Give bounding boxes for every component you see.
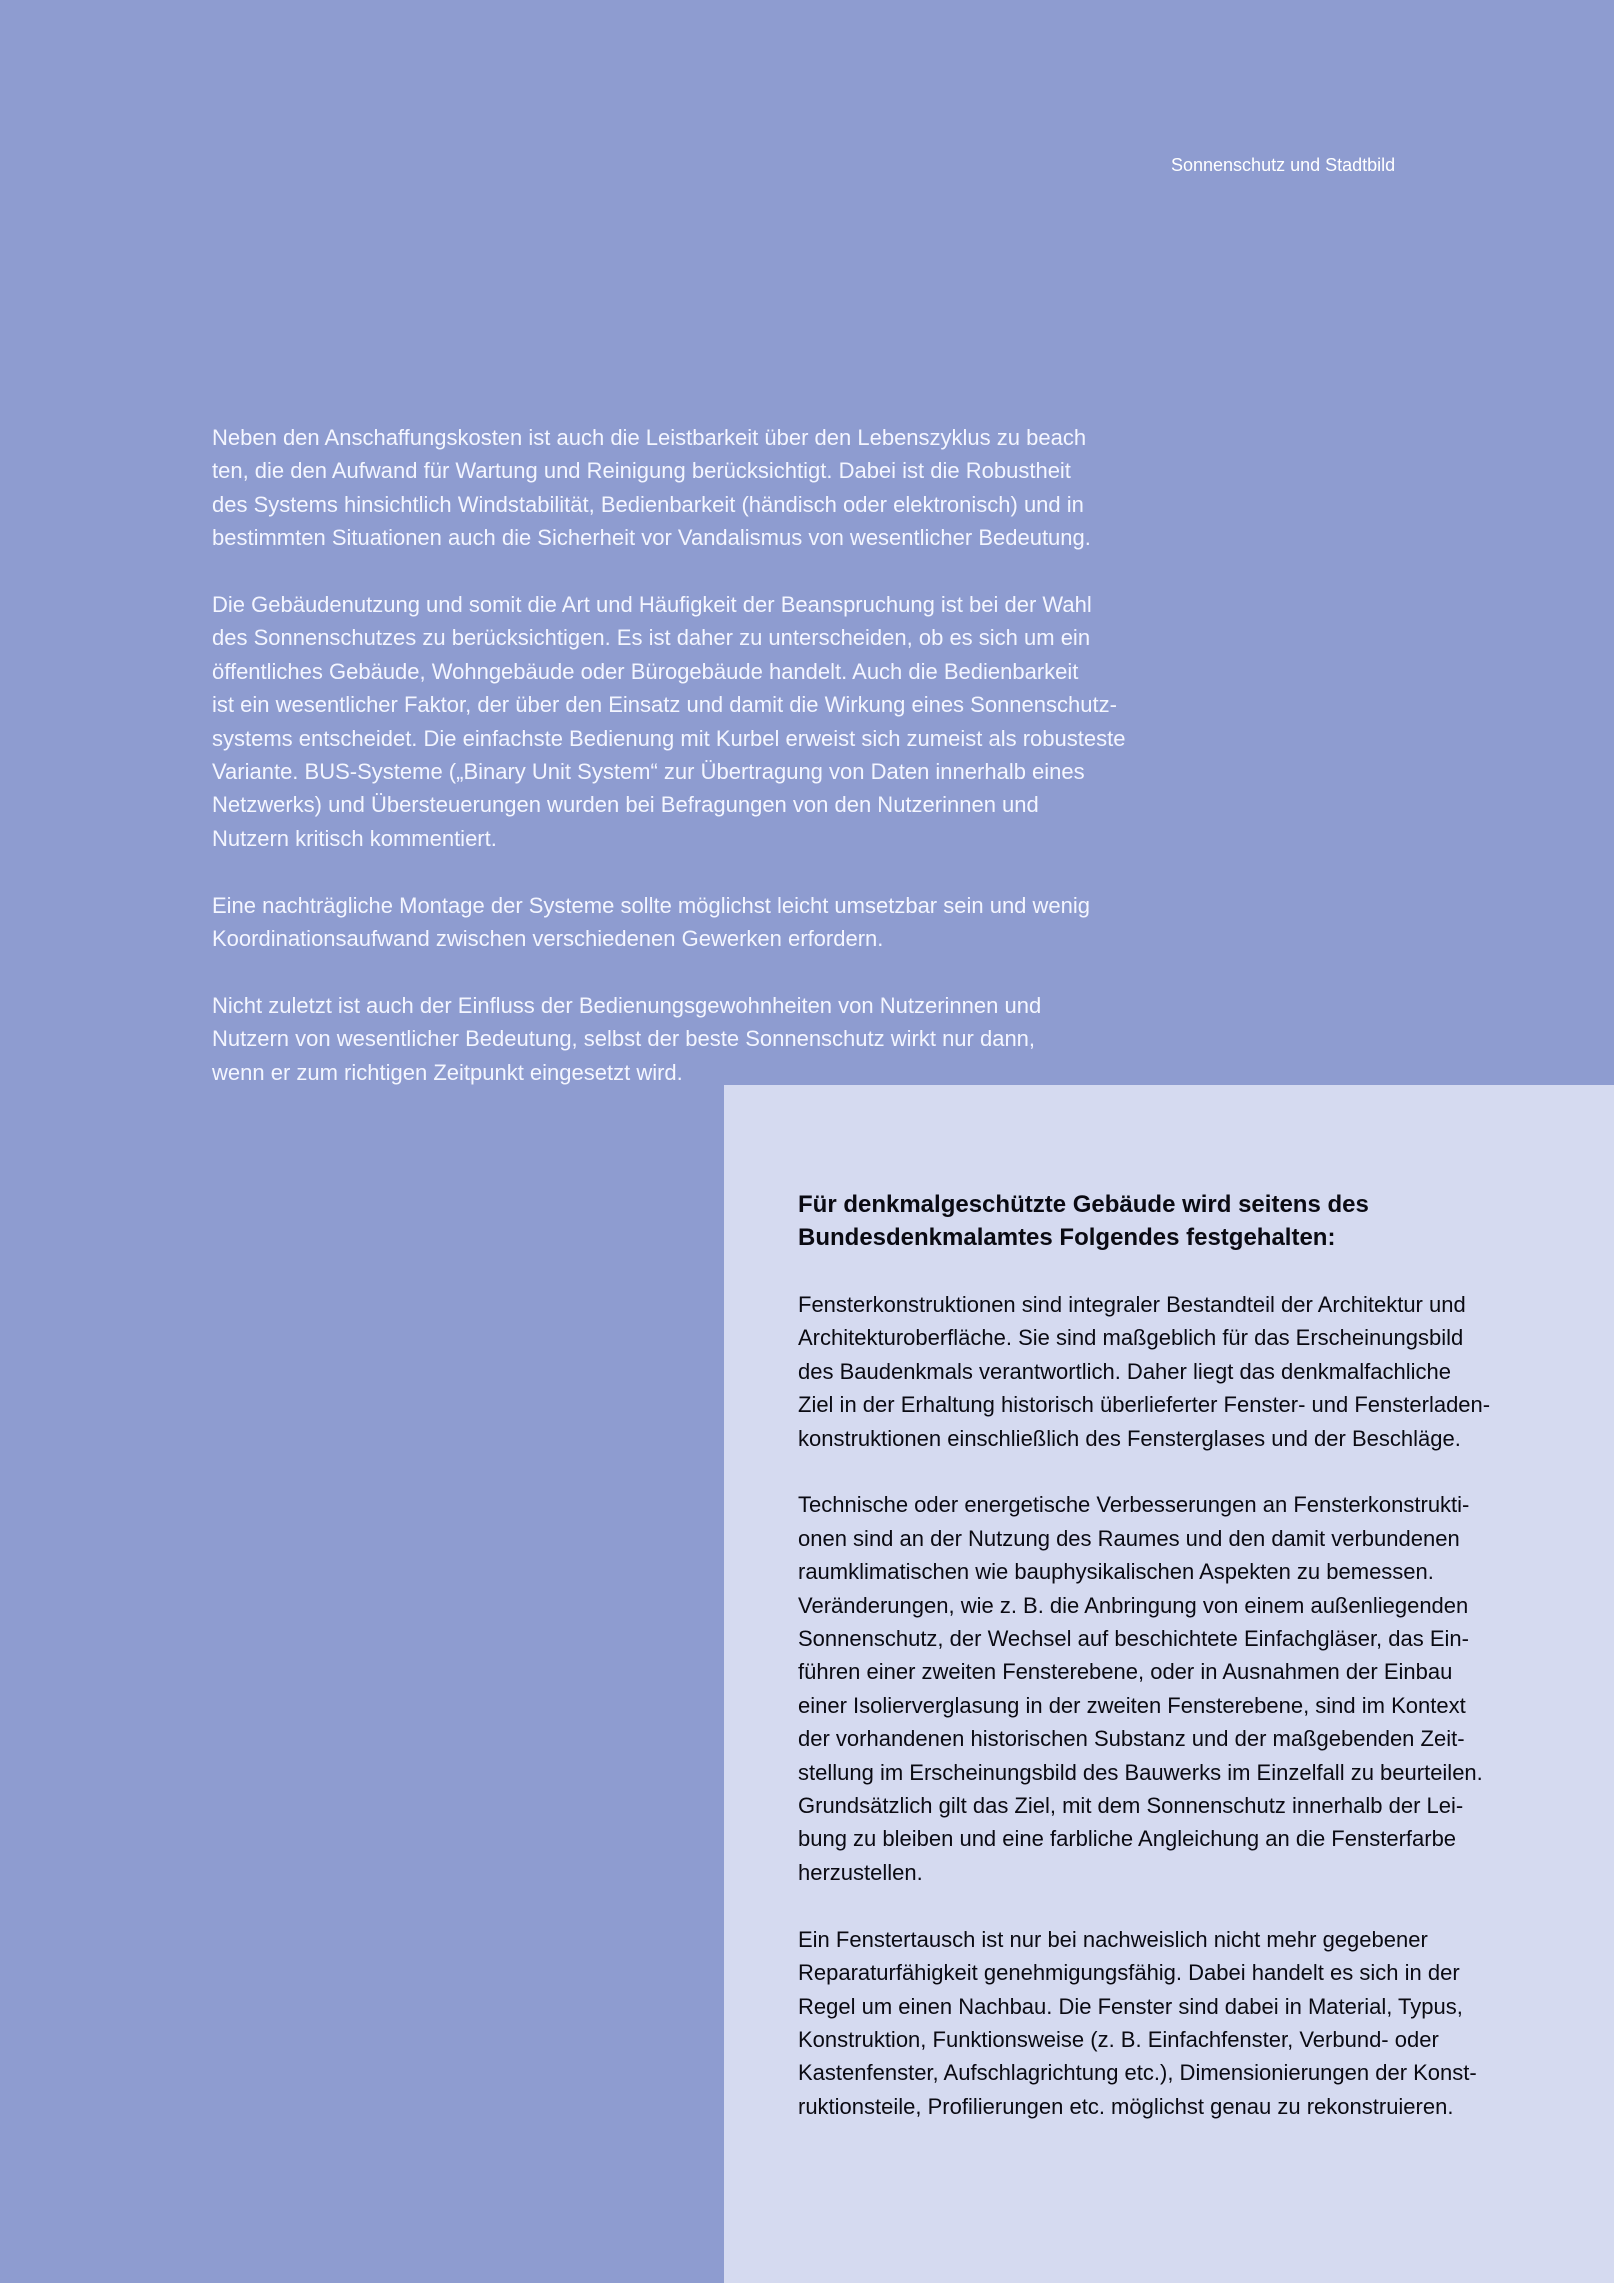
text-line: onen sind an der Nutzung des Raumes und den damit verbundenen [798, 1525, 1460, 1551]
text-line: Koordinationsaufwand zwischen verschiedenen Gewerken erfordern. [212, 926, 884, 952]
info-paragraph-3 [798, 1923, 1588, 2123]
text-line: Fensterkonstruktionen sind integraler Bestandteil der Architektur und [798, 1292, 1466, 1317]
info-box-body [798, 1288, 1588, 2123]
heritage-info-box [724, 1085, 1614, 2283]
text-line: Die Gebäudenutzung und somit die Art und Häufigkeit der Beanspruchung ist bei der Wahl [212, 592, 1092, 618]
text-line: Reparaturfähigkeit genehmigungsfähig. Dabei handelt es sich in der [798, 1960, 1460, 1986]
text-line: Ziel in der Erhaltung historisch überlieferter Fenster- und Fensterladen- [798, 1392, 1491, 1418]
text-line: Netzwerks) und Übersteuerungen wurden bei Befragungen von den Nutzerinnen und [212, 792, 1039, 818]
text-line: Grundsätzlich gilt das Ziel, mit dem Sonnenschutz innerhalb der Lei- [798, 1793, 1464, 1819]
text-line: Nutzern kritisch kommentiert. [212, 825, 497, 851]
text-line: ten, die den Aufwand für Wartung und Reinigung berücksichtigt. Dabei ist die Robustheit [212, 458, 1071, 484]
text-line: des Sonnenschutzes zu berücksichtigen. Es ist daher zu unterscheiden, ob es sich um ein [212, 625, 1091, 651]
text-line: einer Isolierverglasung in der zweiten Fensterebene, sind im Kontext [798, 1692, 1466, 1718]
text-line: systems entscheidet. Die einfachste Bedienung mit Kurbel erweist sich zumeist als robusteste [212, 725, 1126, 751]
heading-line: Für denkmalgeschützte Gebäude wird seitens des [798, 1191, 1369, 1218]
text-line: des Systems hinsichtlich Windstabilität, Bedienbarkeit (händisch oder elektronisch) und in [212, 491, 1084, 517]
text-line: Kastenfenster, Aufschlagrichtung etc.), Dimensionierungen der Konst- [798, 2060, 1477, 2086]
text-line: stellung im Erscheinungsbild des Bauwerks im Einzelfall zu beurteilen. [798, 1759, 1483, 1785]
text-line: Variante. BUS-Systeme („Binary Unit System“ zur Übertragung von Daten innerhalb eines [212, 759, 1085, 785]
text-line: Architekturoberfläche. Sie sind maßgeblich für das Erscheinungsbild [798, 1325, 1464, 1351]
main-paragraph-4 [212, 989, 1132, 1089]
info-paragraph-1 [798, 1288, 1588, 1455]
main-paragraph-2 [212, 588, 1132, 855]
info-paragraph-2 [798, 1488, 1588, 1889]
text-line: öffentliches Gebäude, Wohngebäude oder Bürogebäude handelt. Auch die Bedienbarkeit [212, 658, 1079, 684]
text-line: Neben den Anschaffungskosten ist auch die Leistbarkeit über den Lebenszyklus zu beach [212, 425, 1087, 450]
text-line: wenn er zum richtigen Zeitpunkt eingesetzt wird. [212, 1059, 683, 1085]
text-line: bestimmten Situationen auch die Sicherheit vor Vandalismus von wesentlicher Bedeutung. [212, 525, 1091, 551]
text-line: Eine nachträgliche Montage der Systeme sollte möglichst leicht umsetzbar sein und wenig [212, 892, 1091, 918]
text-line: ist ein wesentlicher Faktor, der über den Einsatz und damit die Wirkung eines Sonnenschutz- [212, 692, 1117, 718]
text-line: Regel um einen Nachbau. Die Fenster sind dabei in Material, Typus, [798, 1993, 1463, 2019]
main-paragraph-1 [212, 421, 1132, 555]
text-line: ruktionsteile, Profilierungen etc. möglichst genau zu rekonstruieren. [798, 2093, 1454, 2119]
text-line: Nicht zuletzt ist auch der Einfluss der Bedienungsgewohnheiten von Nutzerinnen und [212, 992, 1042, 1018]
heading-line: Bundesdenkmalamtes Folgendes festgehalten: [798, 1224, 1336, 1252]
text-line: der vorhandenen historischen Substanz und der maßgebenden Zeit- [798, 1726, 1465, 1752]
text-line: bung zu bleiben und eine farbliche Angleichung an die Fensterfarbe [798, 1826, 1457, 1852]
text-line: Technische oder energetische Verbesserungen an Fensterkonstrukti- [798, 1492, 1470, 1518]
text-line: konstruktionen einschließlich des Fensterglases und der Beschläge. [798, 1425, 1461, 1451]
main-body-text [212, 421, 1132, 1089]
running-header-title: Sonnenschutz und Stadtbild [1171, 155, 1396, 175]
text-line: Konstruktion, Funktionsweise (z. B. Einfachfenster, Verbund- oder [798, 2026, 1439, 2052]
text-line: Nutzern von wesentlicher Bedeutung, selbst der beste Sonnenschutz wirkt nur dann, [212, 1026, 1036, 1052]
main-paragraph-3 [212, 889, 1132, 956]
info-box-heading [798, 1188, 1578, 1255]
text-line: des Baudenkmals verantwortlich. Daher liegt das denkmalfachliche [798, 1358, 1452, 1384]
text-line: Sonnenschutz, der Wechsel auf beschichtete Einfachgläser, das Ein- [798, 1626, 1469, 1652]
text-line: führen einer zweiten Fensterebene, oder in Ausnahmen der Einbau [798, 1659, 1453, 1685]
text-line: raumklimatischen wie bauphysikalischen Aspekten zu bemessen. [798, 1559, 1434, 1585]
text-line: Veränderungen, wie z. B. die Anbringung von einem außenliegenden [798, 1592, 1469, 1618]
text-line: herzustellen. [798, 1859, 923, 1885]
text-line: Ein Fenstertausch ist nur bei nachweislich nicht mehr gegebener [798, 1926, 1428, 1952]
